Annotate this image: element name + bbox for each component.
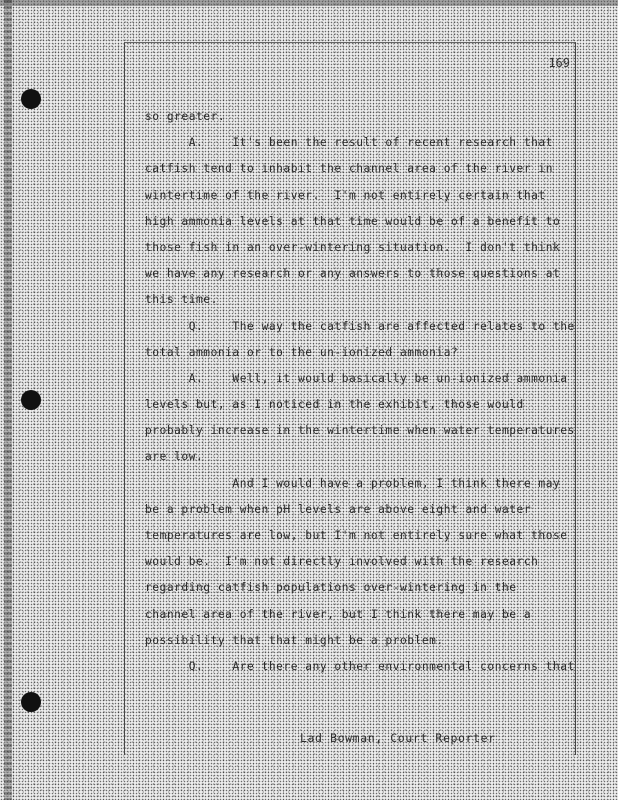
scan-top-edge bbox=[0, 0, 618, 6]
binder-hole-middle bbox=[21, 390, 41, 410]
transcript-line: those fish in an over-wintering situation. I don't think bbox=[145, 240, 561, 254]
transcript-line: levels but, as I noticed in the exhibit, those would bbox=[145, 398, 524, 412]
binder-hole-top bbox=[21, 89, 41, 109]
transcript-line: total ammonia or to the un-ionized ammonia? bbox=[145, 345, 459, 359]
scan-left-edge bbox=[4, 0, 12, 800]
transcript-line: regarding catfish populations over-wintering in the bbox=[145, 581, 517, 595]
transcript-line: wintertime of the river. I'm not entirely certain that bbox=[145, 188, 546, 202]
transcript-line: A. Well, it would basically be un-ionized ammonia bbox=[145, 371, 568, 385]
transcript-line: channel area of the river, but I think there may be a bbox=[145, 607, 532, 621]
transcript-line: possibility that that might be a problem. bbox=[145, 633, 444, 647]
transcript-body bbox=[145, 104, 580, 680]
transcript-line: Q. The way the catfish are affected relates to the bbox=[145, 319, 575, 333]
page-number: 169 bbox=[548, 56, 570, 70]
transcript-line: this time. bbox=[145, 293, 218, 307]
transcript-line: And I would have a problem, I think there may bbox=[145, 476, 561, 490]
transcript-line: high ammonia levels at that time would be of a benefit to bbox=[145, 214, 561, 228]
transcript-line: would be. I'm not directly involved with the research bbox=[145, 555, 539, 569]
binder-hole-bottom bbox=[21, 692, 41, 712]
transcript-line: catfish tend to inhabit the channel area of the river in bbox=[145, 162, 553, 176]
transcript-line: we have any research or any answers to those questions at bbox=[145, 267, 561, 281]
transcript-line: Q. Are there any other environmental concerns that bbox=[145, 659, 575, 673]
transcript-line: are low. bbox=[145, 450, 204, 464]
transcript-line: probably increase in the wintertime when water temperatures bbox=[145, 424, 575, 438]
transcript-line: so greater. bbox=[145, 110, 226, 123]
transcript-line: A. It's been the result of recent research that bbox=[145, 136, 553, 150]
transcript-line: temperatures are low, but I'm not entirely sure what those bbox=[145, 529, 568, 542]
court-reporter-footer: Lad Bowman, Court Reporter bbox=[300, 731, 496, 745]
transcript-line: be a problem when pH levels are above eight and water bbox=[145, 502, 532, 516]
